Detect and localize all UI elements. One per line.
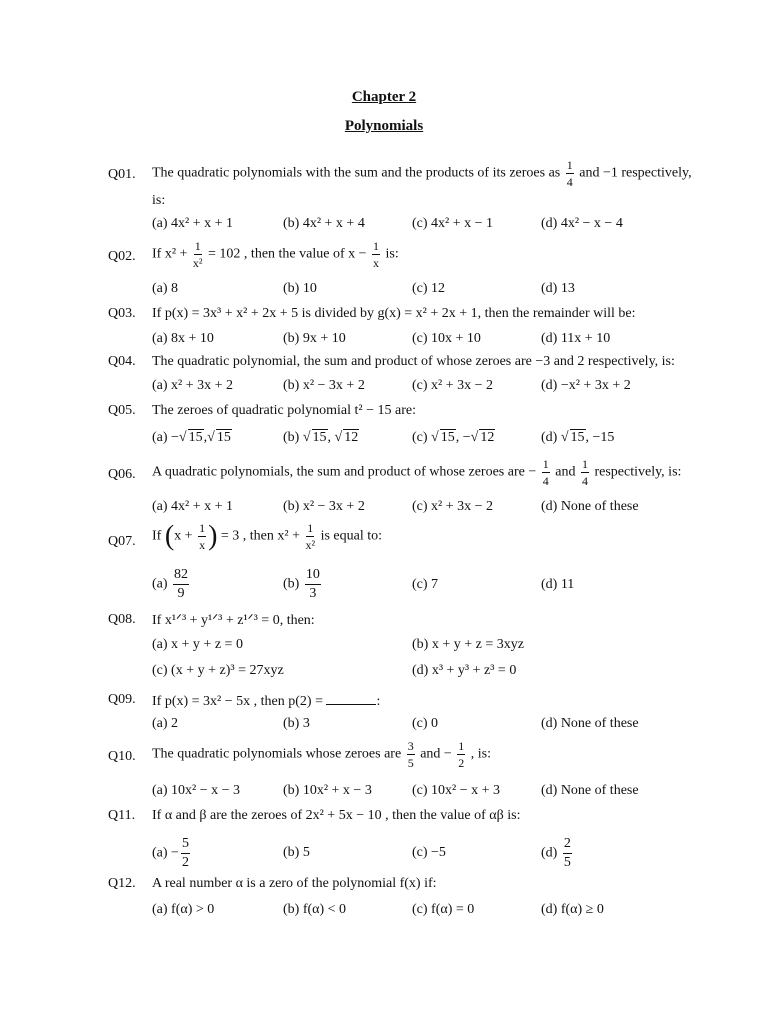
answer-blank [326,692,376,705]
question-text: A real number α is a zero of the polynomial f(x) if: [152,876,437,891]
question-number: Q08. [108,612,136,627]
option-d: (d) 13 [541,281,575,296]
fraction: $\frac{1}{4}$ [542,457,549,488]
fraction: $\frac{1}{4}$ [566,158,573,189]
question-text: If α and β are the zeroes of 2x² + 5x − 10 , then the value of αβ is: [152,808,521,823]
option-a: (a) x² + 3x + 2 [152,378,234,393]
option-a: (a) x + y + z = 0 [152,637,243,652]
option-a: (a) 2 [152,716,179,731]
option-c: (c) 4x² + x − 1 [412,216,494,231]
option-c: (c) −5 [412,845,446,860]
question-number: Q03. [108,306,136,321]
question-text: If p(x) = 3x² − 5x , then p(2) = : [152,694,381,709]
option-d: (d) f(α) ≥ 0 [541,902,604,917]
option-a: (a) 4x² + x + 1 [152,216,234,231]
option-a: (a) 8 [152,281,179,296]
fraction: $\frac{1}{x}$ [199,521,206,552]
option-b: (b) √ 15, √ 12 [283,430,359,445]
option-b: (b) 4x² + x + 4 [283,216,365,231]
option-b: (b) 9x + 10 [283,331,346,346]
question-text: The quadratic polynomials with the sum and the products of its zeroes as $\frac{1}{4}$ and −1 respectively, [152,158,692,189]
question-number: Q11. [108,808,136,823]
question-number: Q12. [108,876,136,891]
option-c: (c) x² + 3x − 2 [412,378,494,393]
option-c: (c) f(α) = 0 [412,902,475,917]
fraction: $\frac{1}{\text{x²}}$ [305,521,316,552]
fraction: $\frac{1}{\text{x²}}$ [192,239,203,270]
option-d: (d) None of these [541,716,639,731]
option-c: (c) (x + y + z)³ = 27xyz [152,663,284,678]
question-number: Q10. [108,749,136,764]
option-d: (d) 11x + 10 [541,331,611,346]
option-a: (a) 10x² − x − 3 [152,783,241,798]
option-c: (c) 10x² − x + 3 [412,783,501,798]
question-number: Q02. [108,249,136,264]
option-c: (c) x² + 3x − 2 [412,499,494,514]
option-a: (a) 4x² + x + 1 [152,499,234,514]
option-c: (c) 0 [412,716,439,731]
question-number: Q04. [108,354,136,369]
question-text: The zeroes of quadratic polynomial t² − 15 are: [152,403,416,418]
option-b: (b) x + y + z = 3xyz [412,637,524,652]
question-number: Q09. [108,692,136,707]
option-a: (a) −√ 15,√ 15 [152,430,231,445]
question-text: If x² + $\frac{1}{\text{x²}}$ = 102 , then the value of x − $\frac{1}{x}$ is: [152,239,399,270]
question-number: Q07. [108,534,136,549]
option-d: (d) √ 15, −15 [541,430,615,445]
option-b: (b) 10 [283,281,317,296]
option-b: (b) 5 [283,845,310,860]
question-text: The quadratic polynomial, the sum and product of whose zeroes are −3 and 2 respectively, is: [152,354,675,369]
option-d: (d) None of these [541,499,639,514]
option-d: (d) 4x² − x − 4 [541,216,623,231]
chapter-heading: Chapter 2 [351,89,417,105]
question-number: Q05. [108,403,136,418]
option-d: (d) $\frac{2}{5}$ [541,836,571,870]
question-text: A quadratic polynomials, the sum and product of whose zeroes are − $\frac{1}{4}$ and $\frac{1}{4}$ respectively, is: [152,457,682,488]
fraction: $\frac{1}{x}$ [373,239,380,270]
question-text: If x¹ᐟ³ + y¹ᐟ³ + z¹ᐟ³ = 0, then: [152,613,315,628]
question-text-cont: is: [152,193,166,208]
option-d: (d) x³ + y³ + z³ = 0 [412,663,517,678]
question-number: Q01. [108,167,136,182]
option-b: (b) $\frac{10}{3}$ [283,567,320,601]
question-text: If p(x) = 3x³ + x² + 2x + 5 is divided by g(x) = x² + 2x + 1, then the remainder will be: [152,306,636,321]
option-d: (d) 11 [541,577,575,592]
option-b: (b) f(α) < 0 [283,902,347,917]
question-text: The quadratic polynomials whose zeroes are $\frac{3}{5}$ and − $\frac{1}{2}$ , is: [152,739,492,770]
option-b: (b) 3 [283,716,310,731]
question-text: If (x + $\frac{1}{x}$ ) = 3 , then x² + $\frac{1}{\text{x²}}$ is equal to: [152,520,383,552]
option-b: (b) 10x² + x − 3 [283,783,372,798]
option-d: (d) −x² + 3x + 2 [541,378,631,393]
fraction: $\frac{1}{4}$ [581,457,588,488]
option-c: (c) 12 [412,281,446,296]
option-b: (b) x² − 3x + 2 [283,499,365,514]
option-a: (a) f(α) > 0 [152,902,215,917]
option-d: (d) None of these [541,783,639,798]
option-a: (a) 8x + 10 [152,331,214,346]
fraction: $\frac{3}{5}$ [407,739,414,770]
question-number: Q06. [108,467,136,482]
option-c: (c) √ 15, −√ 12 [412,430,495,445]
page-title: Polynomials [344,118,424,134]
option-a: (a) − $\frac{5}{2}$ [152,836,189,870]
option-c: (c) 7 [412,577,439,592]
option-a: (a) $\frac{82}{9}$ [152,567,189,601]
option-b: (b) x² − 3x + 2 [283,378,365,393]
option-c: (c) 10x + 10 [412,331,481,346]
fraction: $\frac{1}{2}$ [458,739,465,770]
